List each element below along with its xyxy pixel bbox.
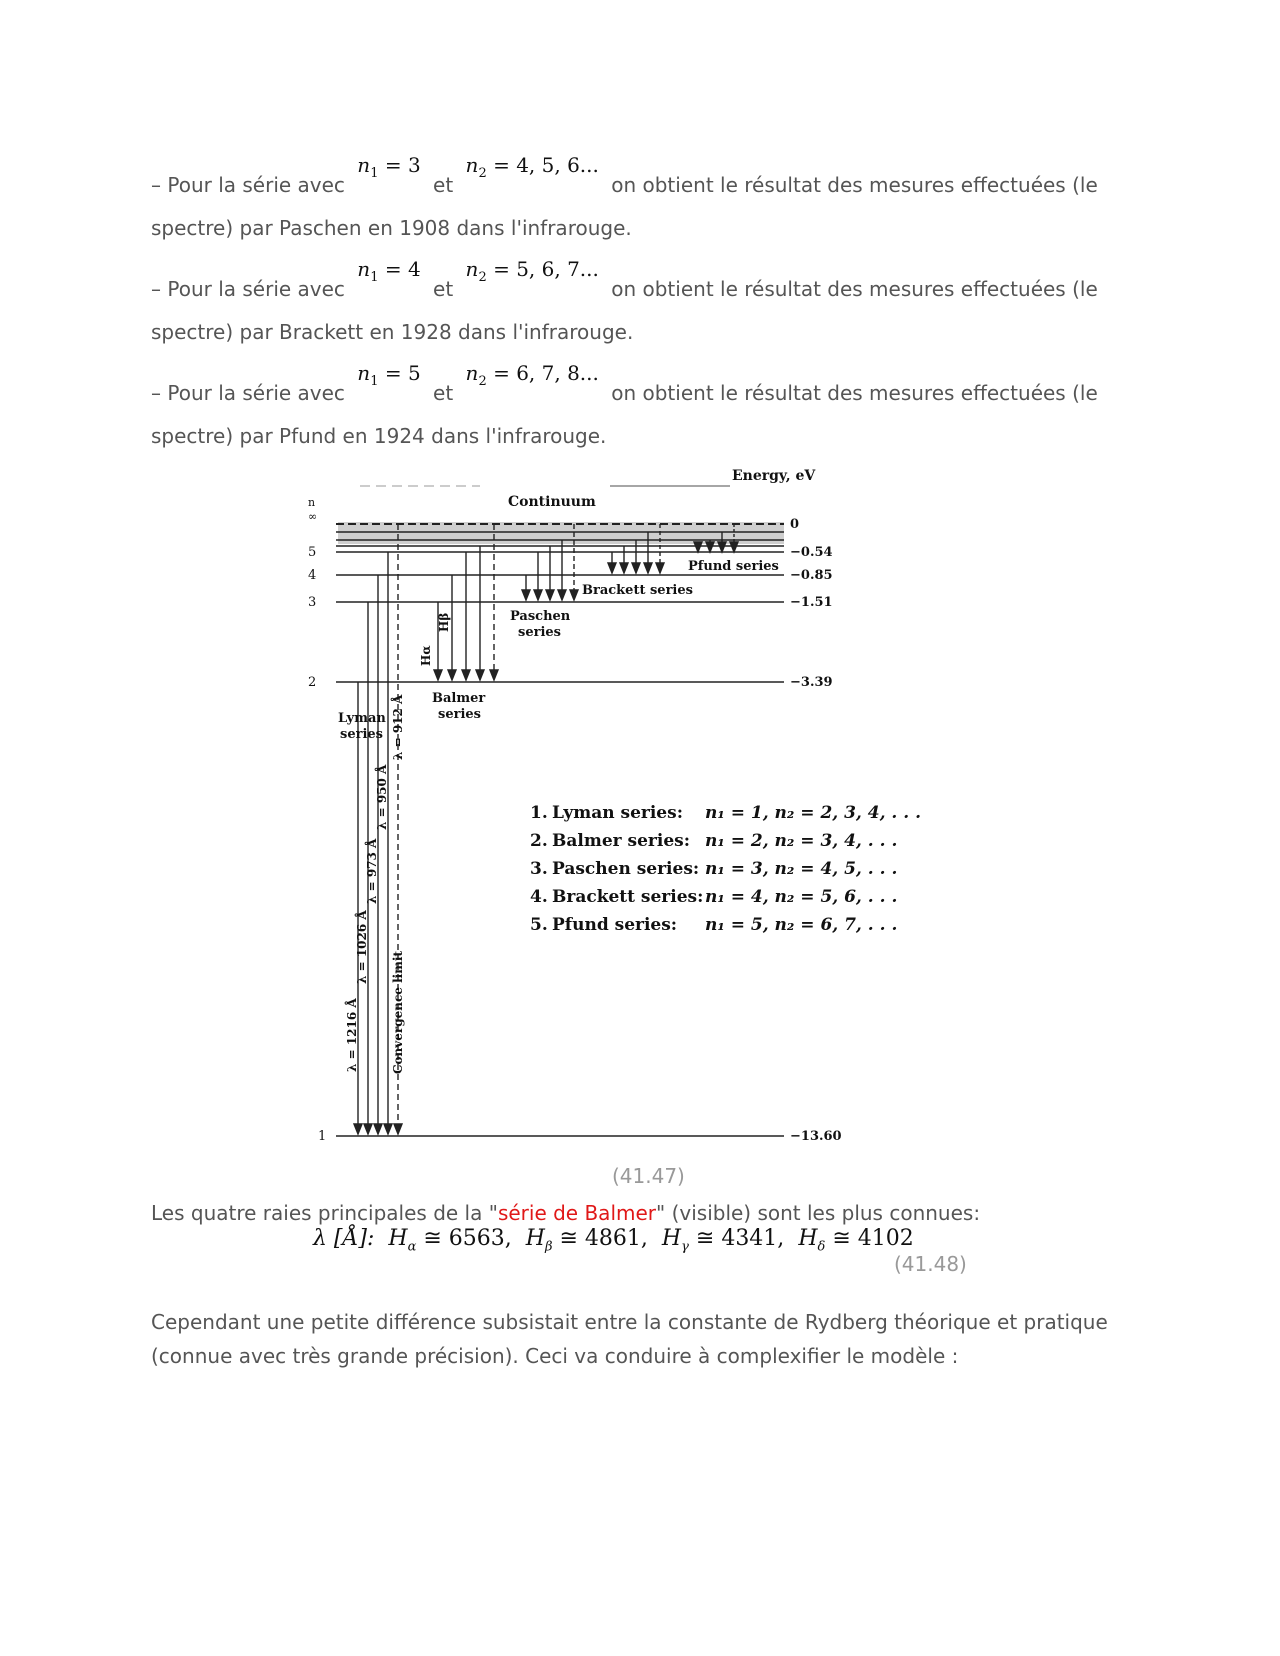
convergence-limit-label: Convergence limit bbox=[391, 951, 405, 1074]
infinity-label: ∞ bbox=[308, 510, 318, 523]
h-beta-label: Hβ bbox=[437, 612, 451, 632]
svg-text:n₁ = 2, n₂ = 3, 4, . . .: n₁ = 2, n₂ = 3, 4, . . . bbox=[705, 831, 898, 851]
balmer-series-label: Balmer bbox=[432, 691, 486, 706]
continuum-band bbox=[338, 522, 784, 544]
n-header: n bbox=[308, 496, 316, 509]
svg-text:Lyman series:: Lyman series: bbox=[552, 803, 683, 823]
n2-equation: $n_2 = 6$, 7, 8... bbox=[465, 361, 599, 389]
lyman-wavelength-label: λ = 1216 Å bbox=[345, 998, 359, 1072]
lyman-wavelength-label: λ = 1026 Å bbox=[355, 910, 369, 984]
balmer-series-label: series bbox=[438, 707, 481, 722]
energy-value: −13.60 bbox=[790, 1129, 842, 1144]
energy-value: −3.39 bbox=[790, 675, 833, 690]
energy-axis-title: Energy, eV bbox=[732, 468, 816, 484]
n1-equation: $n_1 = 4$ bbox=[357, 257, 421, 285]
n1-equation: $n_1 = 5$ bbox=[357, 361, 421, 389]
energy-value: −1.51 bbox=[790, 595, 833, 610]
svg-text:2.: 2. bbox=[530, 831, 548, 851]
paragraph-pfund bbox=[151, 361, 1126, 453]
svg-text:5.: 5. bbox=[530, 915, 548, 935]
svg-text:Paschen series:: Paschen series: bbox=[552, 859, 700, 879]
svg-text:3.: 3. bbox=[530, 859, 548, 879]
equation-number-41-48: (41.48) bbox=[894, 1252, 967, 1276]
paragraph-text: – Pour la série avec bbox=[151, 277, 345, 301]
lyman-wavelength-label: λ = 950 Å bbox=[375, 764, 389, 830]
paragraph-text: – Pour la série avec bbox=[151, 381, 345, 405]
paragraph-text: – Pour la série avec bbox=[151, 173, 345, 197]
level-n-label: 1 bbox=[318, 1129, 327, 1144]
balmer-wavelengths-formula: λ [Å]: $H_\alpha$ ≅ 6563, $H_\beta$ ≅ 4861, $H_\gamma$ ≅ 4341, $H_\delta$ ≅ 4102 bbox=[313, 1226, 914, 1255]
paschen-series-label: series bbox=[518, 625, 561, 640]
paragraph-text: et bbox=[433, 277, 454, 301]
equation-number-41-47: (41.47) bbox=[612, 1164, 685, 1188]
paragraph-rydberg: Cependant une petite différence subsistait entre la constante de Rydberg théorique et pratique (connue avec très grande précision). Ceci va conduire à complexifier le modèle : bbox=[151, 1310, 1108, 1368]
hydrogen-energy-diagram bbox=[300, 460, 980, 1150]
level-n-label: 5 bbox=[308, 545, 317, 560]
n2-equation: $n_2 = 4$, 5, 6... bbox=[465, 153, 599, 181]
svg-text:Balmer series:: Balmer series: bbox=[552, 831, 690, 851]
paragraph-text: et bbox=[433, 173, 454, 197]
paragraph-paschen bbox=[151, 153, 1126, 245]
lyman-series-label: series bbox=[340, 727, 383, 742]
paragraph-text: on obtient le résultat des mesures effectuées (le spectre) par Pfund en 1924 dans l'infrarouge. bbox=[151, 381, 1098, 448]
svg-text:4.: 4. bbox=[530, 887, 548, 907]
energy-value: −0.85 bbox=[790, 568, 833, 583]
energy-value: 0 bbox=[790, 517, 800, 532]
brackett-series-label: Brackett series bbox=[582, 583, 693, 598]
pfund-series-label: Pfund series bbox=[688, 559, 779, 574]
svg-text:n₁ = 4, n₂ = 5, 6, . . .: n₁ = 4, n₂ = 5, 6, . . . bbox=[705, 887, 898, 907]
h-alpha-label: Hα bbox=[419, 645, 433, 666]
svg-text:n₁ = 1, n₂ = 2, 3, 4, . . .: n₁ = 1, n₂ = 2, 3, 4, . . . bbox=[705, 803, 922, 823]
series-legend bbox=[530, 803, 921, 935]
svg-text:n₁ = 5, n₂ = 6, 7, . . .: n₁ = 5, n₂ = 6, 7, . . . bbox=[705, 915, 898, 935]
energy-value: −0.54 bbox=[790, 545, 833, 560]
n1-equation: $n_1 = 3$ bbox=[357, 153, 421, 181]
paragraph-text: on obtient le résultat des mesures effectuées (le spectre) par Paschen en 1908 dans l'infrarouge. bbox=[151, 173, 1098, 240]
paragraph-text: et bbox=[433, 381, 454, 405]
balmer-series-link[interactable]: série de Balmer bbox=[497, 1201, 657, 1225]
level-n-label: 2 bbox=[308, 675, 317, 690]
level-n-label: 4 bbox=[308, 568, 317, 583]
n2-equation: $n_2 = 5$, 6, 7... bbox=[465, 257, 599, 285]
level-n-label: 3 bbox=[308, 595, 317, 610]
paragraph-brackett bbox=[151, 257, 1126, 349]
svg-text:Brackett series:: Brackett series: bbox=[552, 887, 704, 907]
paragraph-text: on obtient le résultat des mesures effectuées (le spectre) par Brackett en 1928 dans l'infrarouge. bbox=[151, 277, 1098, 344]
svg-text:n₁ = 3, n₂ = 4, 5, . . .: n₁ = 3, n₂ = 4, 5, . . . bbox=[705, 859, 898, 879]
continuum-label: Continuum bbox=[508, 494, 596, 510]
svg-text:1.: 1. bbox=[530, 803, 548, 823]
paschen-series-label: Paschen bbox=[510, 609, 571, 624]
lyman-wavelength-label: λ = 912 Å bbox=[391, 694, 405, 760]
lyman-series-label: Lyman bbox=[338, 711, 386, 726]
paragraph-balmer-intro: Les quatre raies principales de la "série de Balmer" (visible) sont les plus connues: bbox=[151, 1201, 981, 1225]
svg-text:Pfund series:: Pfund series: bbox=[552, 915, 678, 935]
lyman-wavelength-label: λ = 973 Å bbox=[365, 838, 379, 904]
